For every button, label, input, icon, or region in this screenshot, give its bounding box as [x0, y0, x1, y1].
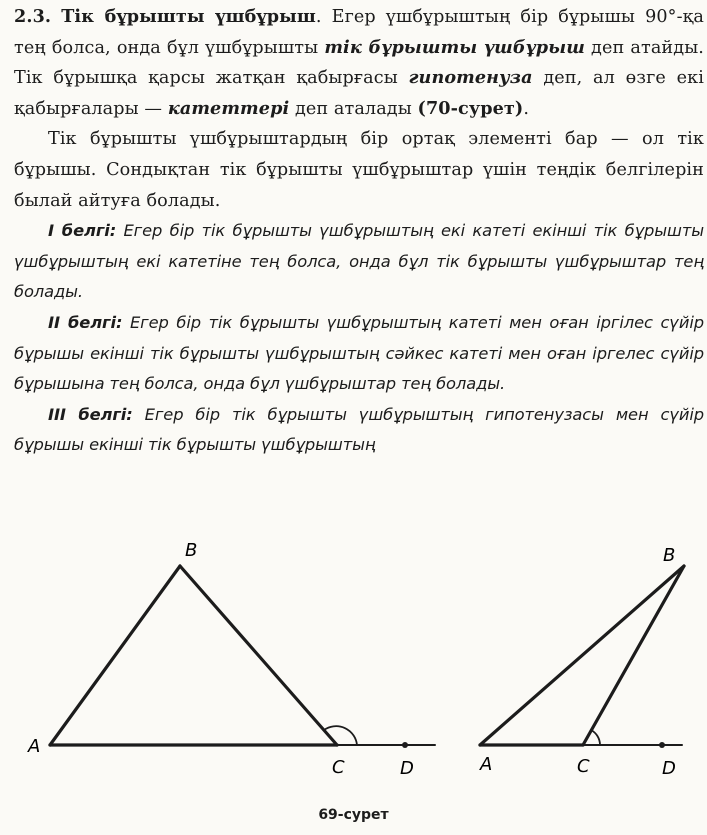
term-hypotenuse: гипотенуза: [408, 67, 533, 89]
figure-caption: 69-сурет: [318, 807, 389, 823]
body-text: [14, 2, 704, 461]
figure-69: [0, 540, 707, 802]
term-right-triangle: тік бұрышты үшбұрыш: [324, 36, 585, 58]
left-triangle: [50, 566, 435, 745]
criterion-1-text: Егер бір тік бұрышты үшбұрыштың екі катеті екінші тік бұрышты үшбұрыштың екі катетіне тең болса, онда бұл тік бұрышты үшбұрыштар тең болады.: [14, 221, 704, 302]
criterion-3-text: Егер бір тік бұрышты үшбұрыштың гипотенузасы мен сүйір бұрышы екінші тік бұрышты үшбұрыштың: [14, 404, 705, 455]
left-side-bc: [180, 566, 337, 745]
intro-text-3: деп, ал өзге екі қабырғалары —: [14, 68, 704, 119]
right-point-d: [659, 742, 665, 748]
criterion-2-text: Егер бір тік бұрышты үшбұрыштың катеті мен оған іргілес сүйір бұрышы екінші тік бұрышты үшбұрыштың сәйкес катеті мен оған іргелес сүйір бұрышына тең болса, онда бұл үшбұрыштар тең болады.: [14, 312, 704, 394]
criterion-3-label: III белгі:: [48, 404, 133, 424]
left-label-d: D: [400, 758, 414, 779]
right-label-a: A: [480, 754, 493, 775]
left-point-d: [402, 742, 408, 748]
common-element-paragraph: Тік бұрышты үшбұрыштардың бір ортақ элементі бар — ол тік бұрышы. Сондықтан тік бұрышты үшбұрыштар үшін теңдік белгілерін былай айтуға болады.: [14, 129, 704, 211]
right-side-ab: [480, 566, 684, 745]
intro-text-1: . Егер үшбұрыштың бір бұрышы 90°-қа тең болса, онда бұл үшбұрышты: [14, 7, 704, 58]
left-label-b: B: [185, 540, 198, 561]
term-legs: катеттері: [167, 97, 290, 119]
right-triangle: [480, 566, 684, 745]
right-label-c: C: [577, 756, 590, 777]
criterion-1-label: I белгі:: [48, 221, 117, 241]
criterion-2-label: II белгі:: [48, 312, 123, 332]
left-label-a: A: [28, 736, 41, 757]
left-side-ab: [50, 566, 180, 745]
criterion-3: [14, 400, 704, 461]
right-side-bc: [583, 566, 684, 745]
intro-text-5: .: [523, 98, 530, 119]
right-label-b: B: [663, 545, 676, 566]
right-exterior-angle-arc: [591, 730, 600, 745]
section-intro-paragraph: [14, 2, 704, 124]
intro-text-2: деп атайды. Тік бұрышқа қарсы жатқан қабырғасы: [14, 37, 704, 89]
criterion-2: [14, 308, 704, 400]
right-label-d: D: [662, 758, 676, 779]
section-title: Тік бұрышты үшбұрыш: [61, 6, 316, 27]
left-label-c: C: [332, 757, 345, 778]
section-number: 2.3.: [14, 6, 52, 27]
figure-reference: (70-сурет): [417, 97, 524, 119]
criterion-1: [14, 216, 704, 308]
intro-text-4: деп аталады: [289, 98, 418, 119]
